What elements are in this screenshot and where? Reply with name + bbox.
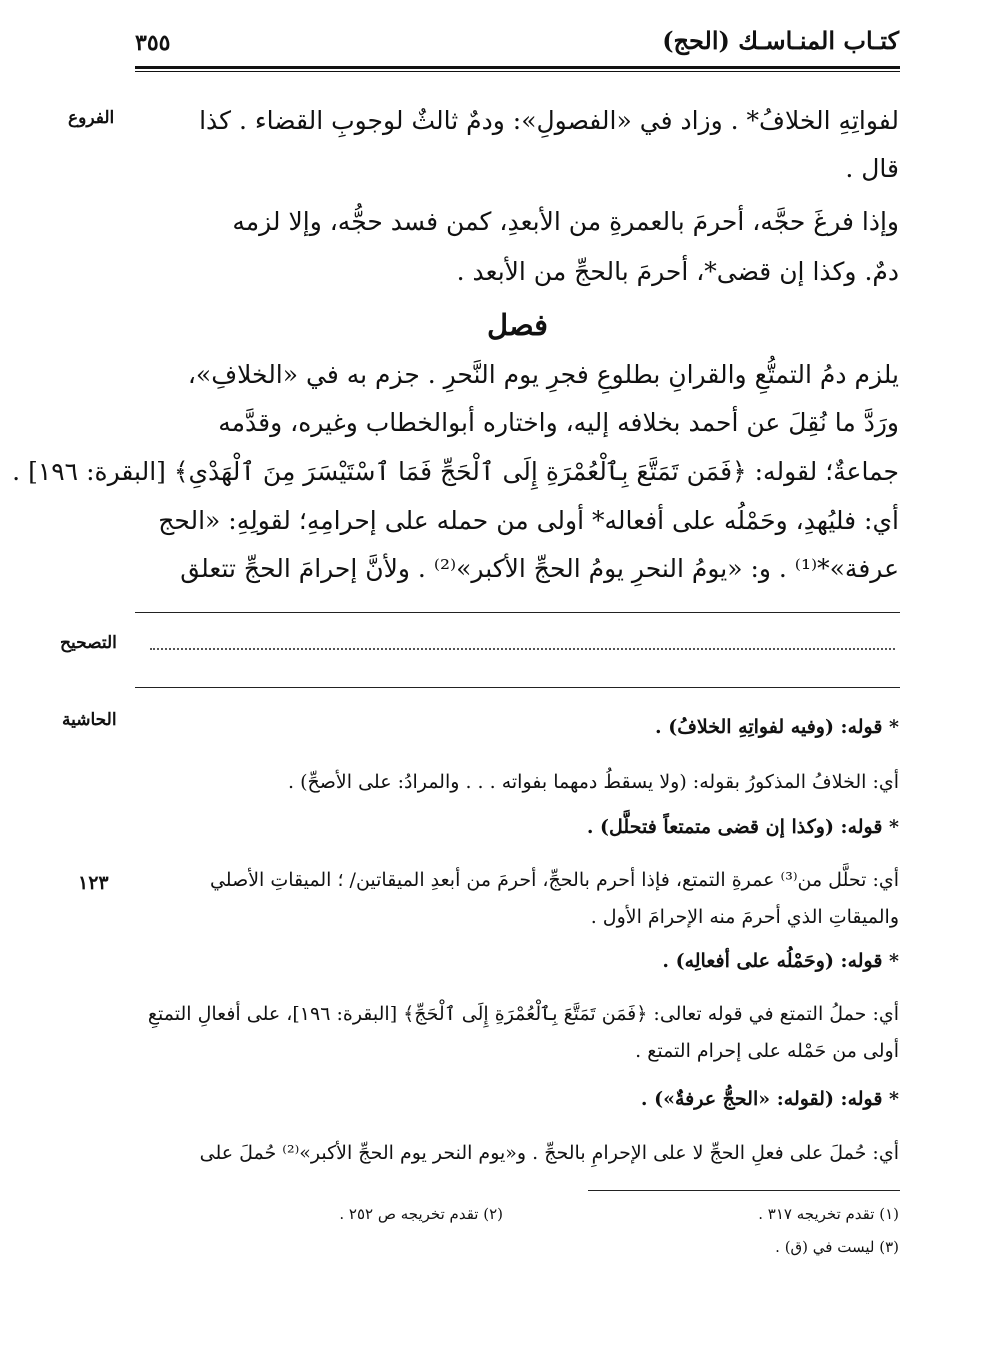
section-text-line: يلزم دمُ التمتُّعِ والقرانِ بطلوعِ فجرِ يوم النَّحرِ . جزم به في «الخلافِ»،: [187, 360, 899, 389]
footnote-3: (٣) ليست في (ق) .: [775, 1238, 899, 1256]
tashih-dotted-line: [150, 648, 895, 650]
note-line: أي: حُملَ على فعلِ الحجِّ لا على الإحرامِ بالحجِّ . و«يوم النحر يوم الحجِّ الأكبر»⁽²⁾ حُملَ على: [199, 1142, 899, 1164]
footnote-rule: [588, 1190, 900, 1191]
margin-label-furu: الفروع: [68, 108, 115, 128]
section-text-line: جماعةٌ؛ لقوله: ﴿فَمَن تَمَتَّعَ بِٱلْعُمْرَةِ إِلَى ٱلْحَجِّ فَمَا ٱسْتَيْسَرَ مِنَ ٱلْهَدْىِ﴾ [البقرة: ١٩٦] .: [12, 457, 899, 486]
separator-rule: [135, 687, 900, 688]
section-text-line: عرفة»*⁽¹⁾ . و: «يومُ النحرِ يومُ الحجِّ الأكبر»⁽²⁾ . ولأنَّ إحرامَ الحجِّ تتعلق: [180, 554, 899, 583]
note-line: أولى من حَمْله على إحرام التمتع .: [635, 1040, 899, 1062]
section-heading: فصل: [487, 308, 548, 342]
main-text-line: لفواتِهِ الخلافُ* . وزاد في «الفصولِ»: ودمٌ ثالثٌ لوجوبِ القضاء . كذا: [199, 106, 899, 135]
main-text-line: قال .: [845, 154, 899, 183]
margin-ref-number: ١٢٣: [78, 872, 109, 894]
section-text-line: أي: فليُهدِ، وحَمْلُه على أفعاله* أولى من حمله على إحرامِهِ؛ لقولِهِ: «الحج: [158, 506, 899, 535]
header-rule-thick: [135, 66, 900, 69]
main-text-line: وإذا فرغَ حجَّه، أحرمَ بالعمرةِ من الأبعدِ، كمن فسد حجُّه، وإلا لزمه: [232, 207, 899, 236]
running-header-title: كتـاب المنـاسـك (الحج): [662, 26, 899, 55]
section-text-line: ورَدَّ ما نُقِلَ عن أحمد بخلافه إليه، واختاره أبوالخطاب وغيره، وقدَّمه: [218, 408, 899, 437]
note-heading: * قوله: (لقوله: «الحجُّ عرفةٌ») .: [640, 1088, 899, 1110]
note-line: أي: الخلافُ المذكورُ بقوله: (ولا يسقطُ دمهما بفواته . . . والمرادُ: على الأصحِّ) .: [288, 771, 899, 793]
margin-label-tashih: التصحيح: [60, 633, 117, 653]
footnote-1: (١) تقدم تخريجه ٣١٧ .: [758, 1205, 899, 1223]
note-line: أي: حملُ التمتع في قوله تعالى: ﴿فَمَن تَمَتَّعَ بِٱلْعُمْرَةِ إِلَى ٱلْحَجِّ﴾ [البقرة: ١٩٦]، على أفعالِ التمتعِ: [147, 1003, 899, 1025]
margin-label-hashiya: الحاشية: [62, 710, 117, 730]
note-heading: * قوله: (وكذا إن قضى متمتعاً فتحلَّل) .: [586, 816, 899, 838]
separator-rule: [135, 612, 900, 613]
note-heading: * قوله: (وفيه لفواتِهِ الخلافُ) .: [654, 716, 899, 738]
note-line: والميقاتِ الذي أحرمَ منه الإحرامَ الأول .: [590, 906, 899, 928]
main-text-line: دمٌ. وكذا إن قضى*، أحرمَ بالحجِّ من الأبعد .: [456, 257, 899, 286]
note-line: أي: تحلَّل من⁽³⁾ عمرةِ التمتع، فإذا أحرم بالحجِّ، أحرمَ من أبعدِ الميقاتين/ ؛ الميقاتِ الأصلي: [209, 869, 899, 891]
footnote-2: (٢) تقدم تخريجه ص ٢٥٢ .: [339, 1205, 503, 1223]
header-rule-thin: [135, 71, 900, 72]
page-number: ٣٥٥: [135, 30, 171, 56]
note-heading: * قوله: (وحَمْلُه على أفعالِه) .: [662, 950, 899, 972]
